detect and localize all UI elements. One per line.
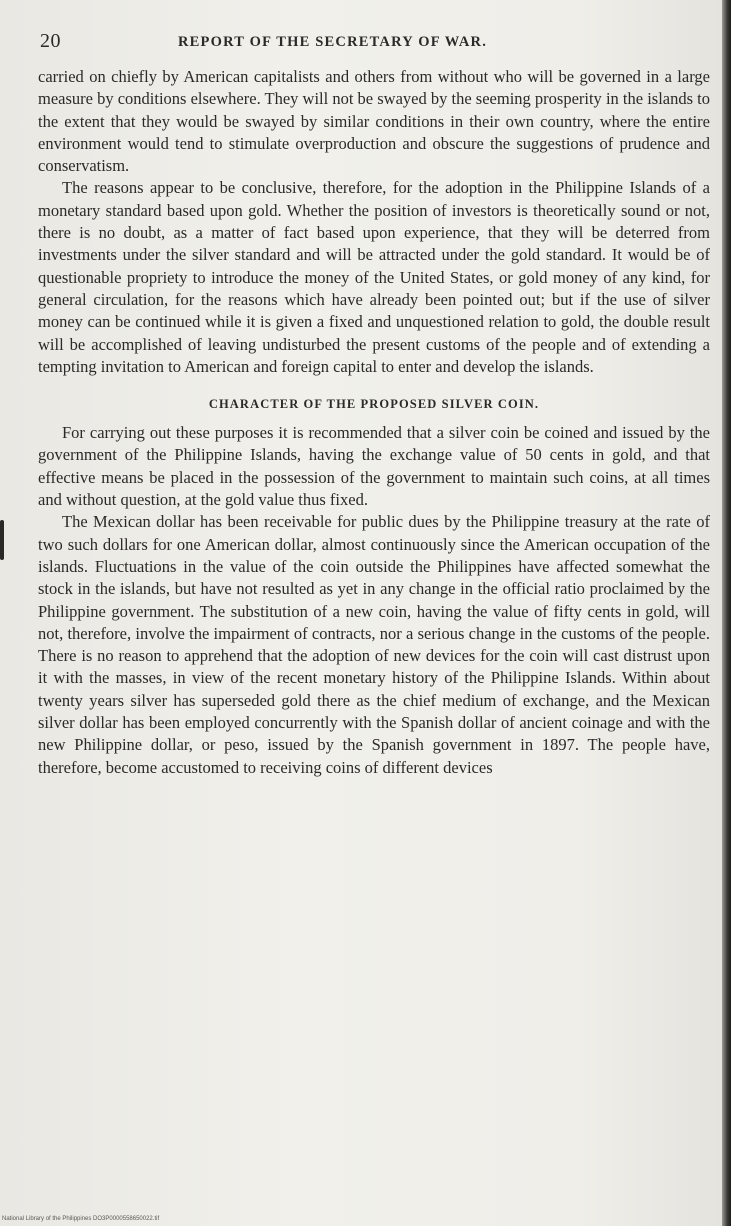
body-text xyxy=(38,66,710,779)
paragraph-3: For carrying out these purposes it is recommended that a silver coin be coined and issued by the government of the Philippine Islands, having the exchange value of 50 cents in gold, and that effective means be placed in the possession of the government to maintain such coins, at all times and without question, at the gold value thus fixed. xyxy=(38,423,710,510)
paragraph-1: carried on chiefly by American capitalists and others from without who will be governed in a large measure by conditions elsewhere. They will not be swayed by the seeming prosperity in the islands to the extent that they would be swayed by similar conditions in their own country, where the entire environment would tend to stimulate overproduction and obscure the suggestions of prudence and conservatism. xyxy=(38,67,710,176)
paragraph-2: The reasons appear to be conclusive, therefore, for the adoption in the Philippine Islands of a monetary standard based upon gold. Whether the position of investors is theoretically sound or not, there is no doubt, as a matter of fact based upon experience, that they will be deterred from investments under the silver standard and will be attracted under the gold standard. It would be of questionable propriety to introduce the money of the United States, or gold money of any kind, for general circulation, for the reasons which have already been pointed out; but if the use of silver money can be continued while it is given a fixed and unquestioned relation to gold, the double result will be accomplished of leaving undisturbed the present customs of the people and of extending a tempting invitation to American and foreign capital to enter and develop the islands. xyxy=(38,178,710,376)
paragraph-4: The Mexican dollar has been receivable for public dues by the Philippine treasury at the rate of two such dollars for one American dollar, almost continuously since the American occupation of the islands. Fluctuations in the value of the coin outside the Philippines have affected somewhat the stock in the islands, but have not resulted as yet in any change in the official ratio proclaimed by the Philippine government. The substitution of a new coin, having the value of fifty cents in gold, will not, therefore, involve the impairment of contracts, nor a serious change in the customs of the people. There is no reason to apprehend that the adoption of new devices for the coin will cast distrust upon it with the masses, in view of the recent monetary history of the Philippine Islands. Within about twenty years silver has superseded gold there as the chief medium of exchange, and the Mexican silver dollar has been employed concurrently with the Spanish dollar of ancient coinage and with the new Philippine dollar, or peso, issued by the Spanish government in 1897. The people have, therefore, become accustomed to receiving coins of different devices xyxy=(38,512,710,777)
page-header xyxy=(40,30,710,58)
page-number: 20 xyxy=(40,30,61,52)
scan-credit: National Library of the Philippines DO3P0000558650022.tif xyxy=(2,1216,160,1222)
section-heading: CHARACTER OF THE PROPOSED SILVER COIN. xyxy=(208,397,540,412)
running-head: REPORT OF THE SECRETARY OF WAR. xyxy=(178,34,488,50)
binding-mark xyxy=(0,520,4,560)
page-edge-shadow xyxy=(722,0,731,1226)
